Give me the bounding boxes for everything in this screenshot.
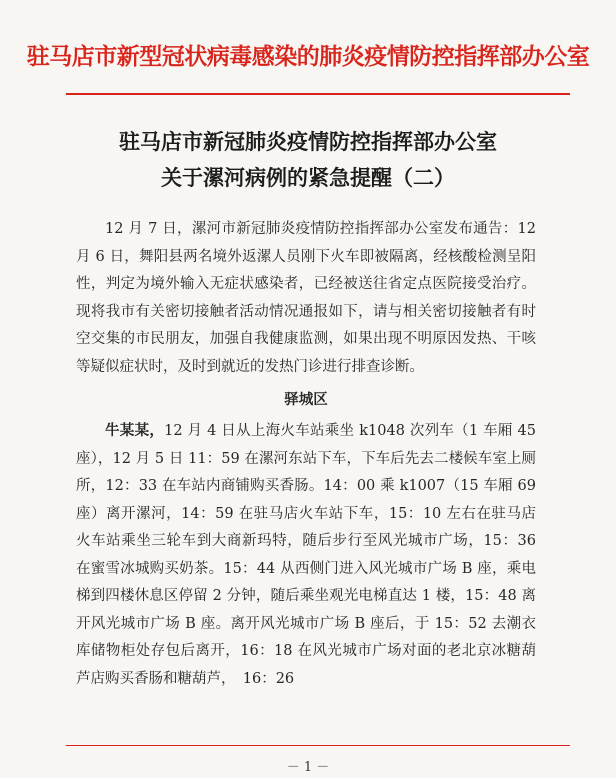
case-itinerary-text: 12 月 4 日从上海火车站乘坐 k1048 次列车（1 车厢 45 座），12 月 5 日 11：59 在漯河东站下车，下车后先去二楼候车室上厕所，12：33 在车站内商铺购买香肠。14：00 乘 k1007（15 车厢 69 座）离开漯河，14：59 在驻马店火车站下车，15：10 左右在驻马店火车站乘坐三轮车到大商新玛特，随后步行至风光城市广场，15：36 在蜜雪冰城购买奶茶。15：44 从西侧门进入风光城市广场 B 座，乘电梯到四楼休息区停留 2 分钟，随后乘坐观光电梯直达 1 楼，15：48 离开风光城市广场 B 座。离开风光城市广场 B 座后，于 15：52 去潮衣库储物柜处存包后离开，16：18 在风光城市广场对面的老北京冰糖葫芦店购买香肠和糖葫芦， 16：26: [76, 423, 536, 687]
footer-red-rule: [66, 745, 570, 746]
document-title-line-2: 关于漯河病例的紧急提醒（二）: [161, 165, 455, 190]
issuing-office-header: 驻马店市新型冠状病毒感染的肺炎疫情防控指挥部办公室: [26, 43, 590, 70]
header-red-rule: [66, 93, 570, 95]
case-paragraph: [76, 417, 536, 693]
intro-paragraph: 12 月 7 日，漯河市新冠肺炎疫情防控指挥部办公室发布通告：12 月 6 日，舞阳县两名境外返漯人员刚下火车即被隔离，经核酸检测呈阳性，判定为境外输入无症状感染者，已经被送往省定点医院接受治疗。现将我市有关密切接触者活动情况通报如下，请与相关密切接触者有时空交集的市民朋友，加强自我健康监测，如果出现不明原因发热、干咳等疑似症状时，及时到就近的发热门诊进行排查诊断。: [76, 221, 536, 375]
district-heading: 驿城区: [284, 391, 328, 408]
document-title: [0, 124, 616, 196]
page-number: － 1 －: [286, 760, 330, 775]
document-title-line-1: 驻马店市新冠肺炎疫情防控指挥部办公室: [119, 129, 497, 154]
person-name: 牛某某，: [105, 422, 165, 439]
document-body: [76, 216, 536, 693]
